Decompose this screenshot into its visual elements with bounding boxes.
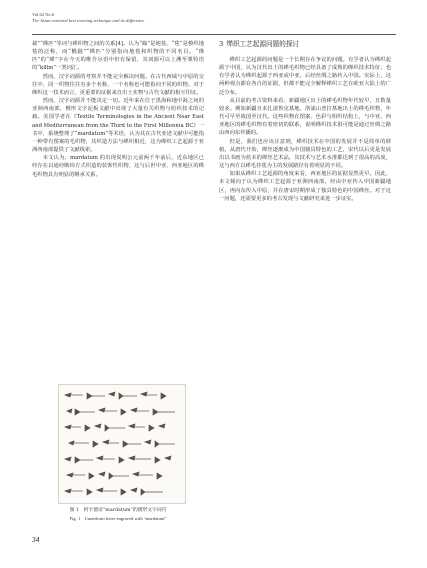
- header-rule: [32, 34, 396, 35]
- section-heading: [219, 40, 299, 49]
- page-number: 34: [32, 535, 40, 544]
- section-number: 3: [219, 40, 224, 48]
- figure-caption-zh: 图 1 阿卡德语“mardatum”的楔形文字词符: [69, 508, 167, 513]
- figure-caption-en: Fig. 1 Cuneiform letter engraved with “mardatum”: [69, 516, 167, 521]
- right-column: [219, 56, 391, 203]
- paragraph: 如果从缂织工艺起源的角度来看，西亚地区的证据显然更早。因此，本文倾向于认为缂织工艺起源于亚洲西南部，经由中亚传入中国新疆地区，再向东传入中原，并在唐宋时期形成了独具特色的中国缂丝。对于这一问题，还需要更多的考古发现与文献研究来进一步证实。: [219, 171, 391, 202]
- volume-label: Vol.62 No.6: [32, 12, 55, 17]
- cuneiform-tablet-image: [59, 385, 185, 503]
- paragraph: 然而，汉字词源的考察并不能完全解决问题。在古代西域与中原的交往中，同一织物往往有多个名称，一个名称也可能指向不同的织物。对于缂织这一技术而言，更重要的证据来自出土实物与古代文献的相互印证。: [32, 73, 204, 96]
- running-title: The Asian-centered kesi weaving technique and its difference: [32, 18, 145, 23]
- paragraph: 从目前的考古资料来看，新疆地区出土的缂毛织物年代较早，且数量较多。例如新疆且末扎滚鲁克墓地、洛浦山普拉墓地出土的缂毛织物，年代可早至战国至汉代。这些织物在图案、色彩与组织结构上，与中亚、西亚地区的缂毛织物有着密切的联系，说明缂织技术很可能是通过丝绸之路由西向东传播的。: [219, 97, 391, 137]
- running-header: [32, 12, 402, 24]
- cuneiform-figure: [58, 384, 186, 504]
- section-title: 缂织工艺起源问题的探讨: [226, 40, 300, 48]
- paragraph: 但是，我们也应该注意到，缂织技术在中国的发展并不是简单的移植。从唐代开始，缂丝逐渐成为中国独具特色的工艺，宋代以后更是发展出以书画为蓝本的缂丝艺术品，其技术与艺术水准都达到了很高的高度，这与西方以缂毛挂毯为主的发展路径有着明显的不同。: [219, 138, 391, 170]
- paragraph: 缂织工艺起源的问题是一个长期存在争议的问题。有学者认为缂织起源于中国，认为汉代出土的缂毛织物已经具备了成熟的缂织技术特征；也有学者认为缂织起源于西亚或中亚，后经丝绸之路传入中国。实际上，这两种观点都有各自的证据，但都不能完全解释缂织工艺在欧亚大陆上的广泛分布。: [219, 57, 391, 96]
- paragraph: 裁”“緙匹”等词与缂织物之间的关系[4]。认为“綠”是地毯，“毯”是梭织地毯的泛称，而“氍毹”“緙匹”分别指向地毯和织物的不同名目。“緙匹”的“緙”字在今天的维吾尔语中仍有保留，其词源可以上溯至粟特语的“kilīm”一类词汇。: [32, 41, 204, 72]
- paragraph: 然而，汉字词源并不能决定一切。近年来在位于黑海和地中海之间的亚洲西南部，楔形文字泥板文献中出现了大量有关织物与纺织技术的记载。美国学者在《Textile Terminologies in the Ancient Near East and Mediterranean from the Third to the First Millennia BC》一书中，系统整理了“mardatum”等术语，认为其在古代亚述文献中可能指一种带有图案的毛织物，其织造方法与缂织相近，这为缂织工艺起源于亚洲西南部提供了文献线索。: [32, 98, 204, 154]
- paragraph: 本文认为，mardatum 的出现说明公元前两千年前后，近东地区已经存在以通经断纬方式织造的装饰性织物，这与后世中亚、西亚地区的缂毛织物具有明显的继承关系。: [32, 155, 204, 178]
- left-column: [32, 40, 204, 179]
